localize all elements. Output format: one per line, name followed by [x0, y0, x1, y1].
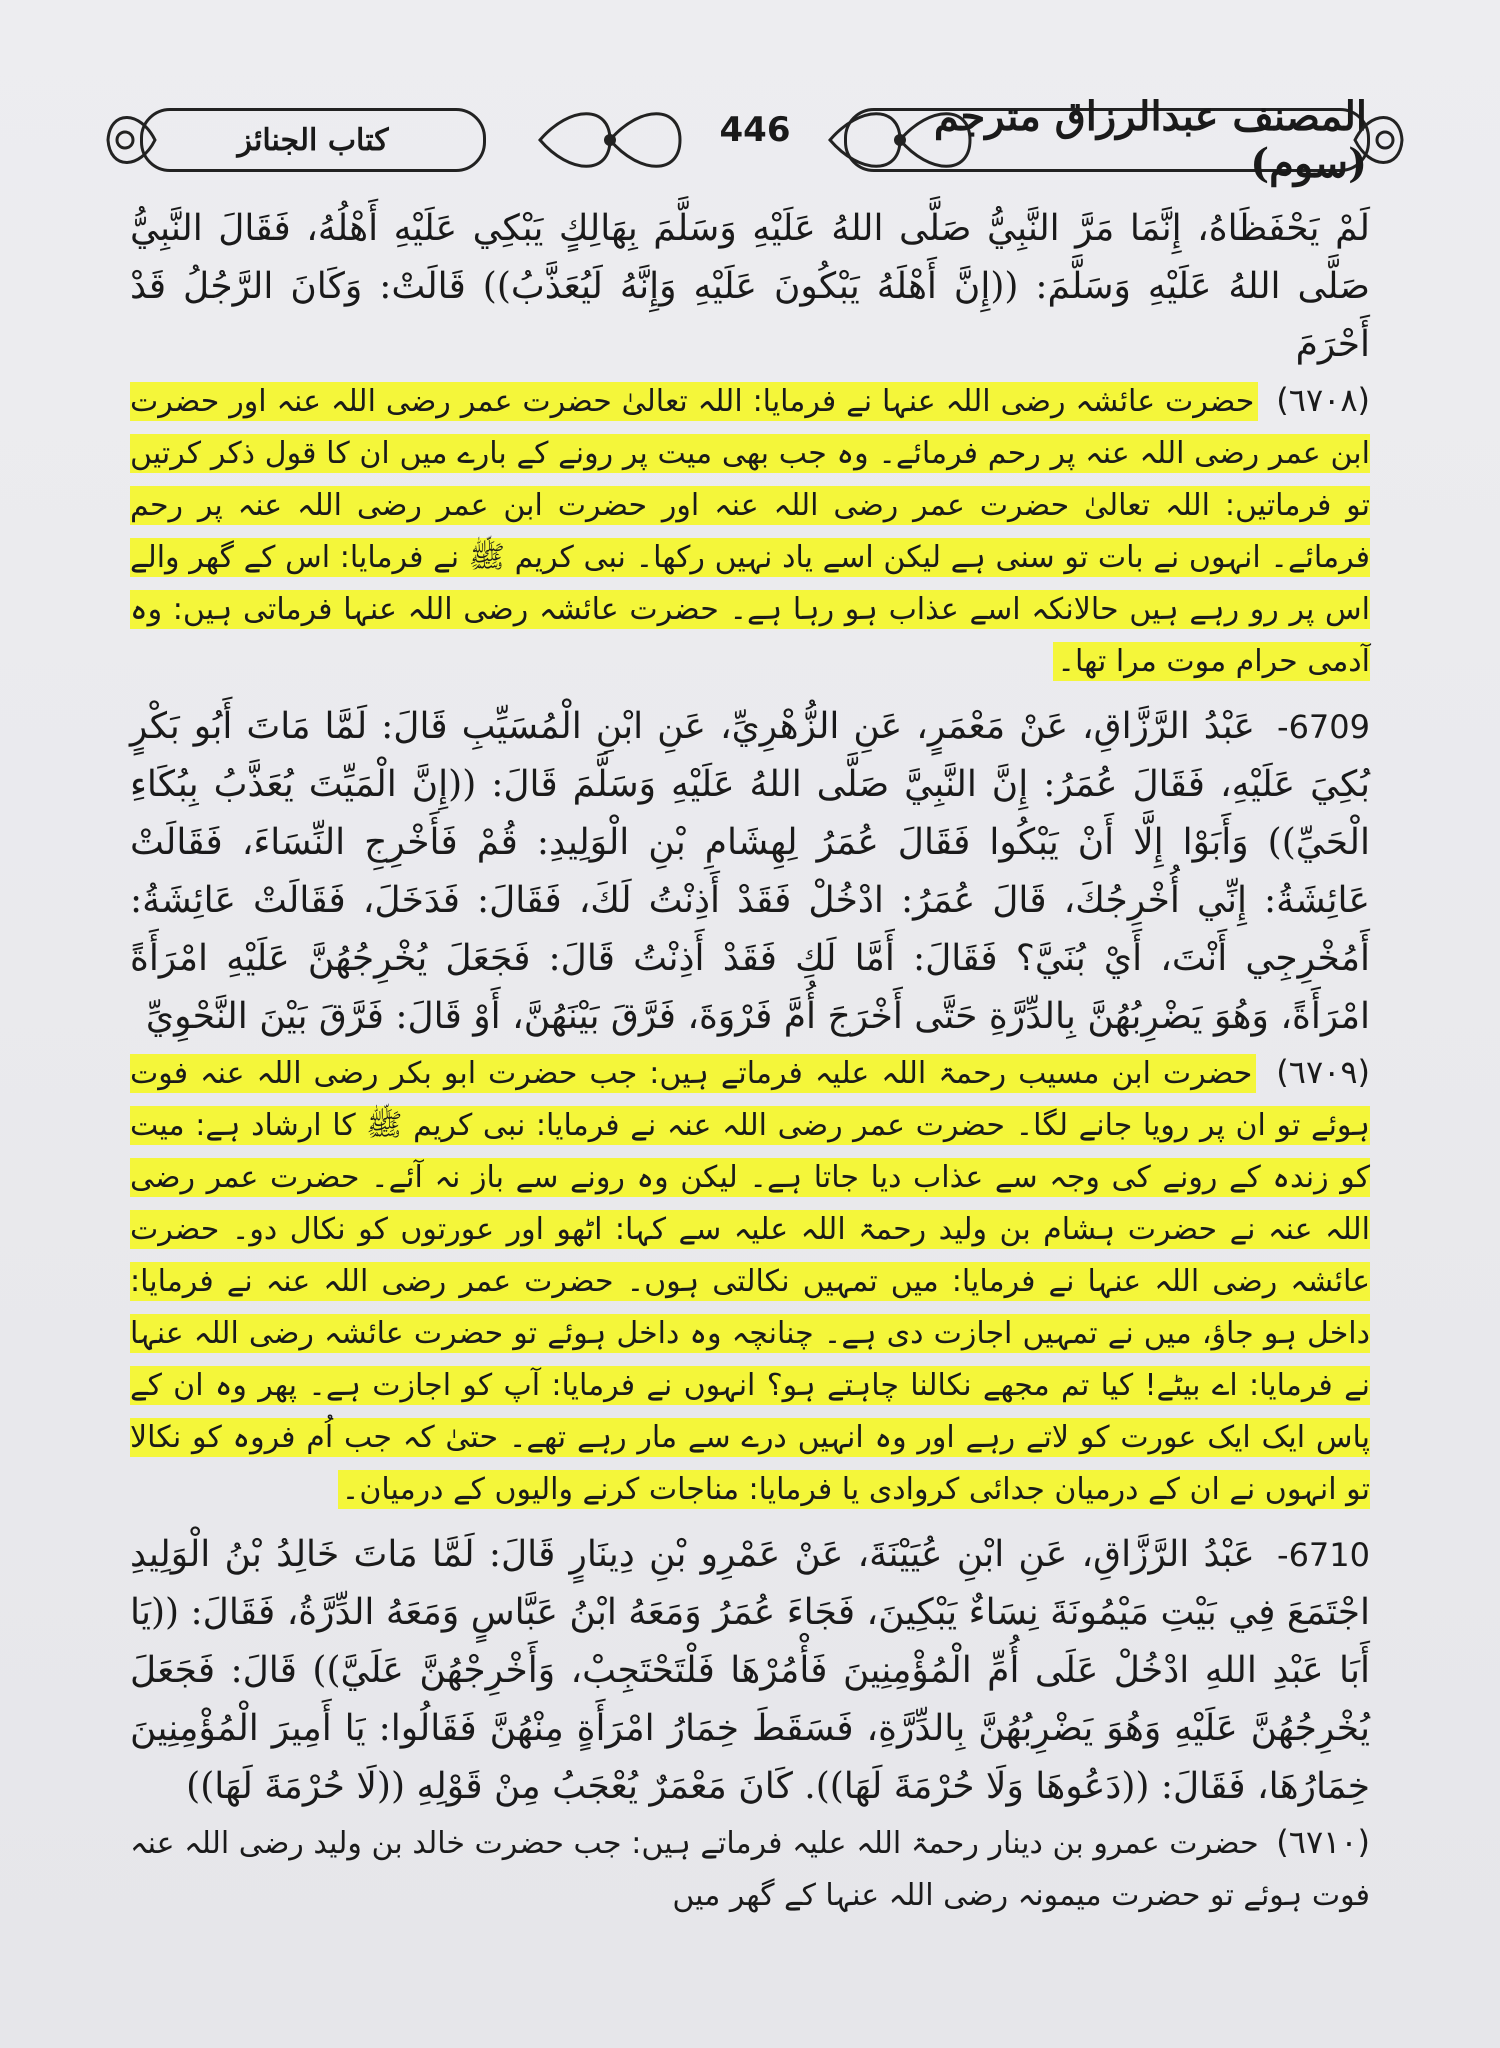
- book-title: المصنف عبدالرزاق مترجم (سوم): [933, 93, 1367, 187]
- chapter-title: كتاب الجنائز: [237, 122, 389, 158]
- hadith-number: 6710-: [1277, 1536, 1370, 1574]
- urdu-translation-6709: [130, 1046, 1370, 1516]
- urdu-translation-6710: (٦٧١٠) حضرت عمرو بن دینار رحمۃ اللہ علیہ فرماتے ہیں: جب حضرت خالد بن ولید رضی اللہ عنہ فوت ہوئے تو حضرت میمونہ رضی اللہ عنہا کے گھر میں: [130, 1823, 1370, 1913]
- book-title-box: [844, 93, 1370, 187]
- page-content: [130, 200, 1370, 1922]
- arabic-hadith-6710: 6710- عَبْدُ الرَّزَّاقِ، عَنِ ابْنِ عُيَيْنَةَ، عَنْ عَمْرِو بْنِ دِينَارٍ قَالَ: لَمَّا مَاتَ خَالِدُ بْنُ الْوَلِيدِ اجْتَمَعَ فِي بَيْتِ مَيْمُونَةَ نِسَاءٌ يَبْكِينَ، فَجَاءَ عُمَرُ وَمَعَهُ ابْنُ عَبَّاسٍ وَمَعَهُ الدِّرَّةُ، فَقَالَ: ((يَا أَبَا عَبْدِ اللهِ ادْخُلْ عَلَى أُمِّ الْمُؤْمِنِينَ فَأْمُرْهَا فَلْتَحْتَجِبْ، وَأَخْرِجْهُنَّ عَلَيَّ)) قَالَ: فَجَعَلَ يُخْرِجُهُنَّ عَلَيْهِ وَهُوَ يَضْرِبُهُنَّ بِالدِّرَّةِ، فَسَقَطَ خِمَارُ امْرَأَةٍ مِنْهُنَّ فَقَالُوا: يَا أَمِيرَ الْمُؤْمِنِينَ خِمَارُهَا، فَقَالَ: ((دَعُوهَا وَلَا حُرْمَةَ لَهَا)). كَانَ مَعْمَرٌ يُعْجَبُ مِنْ قَوْلِهِ ((لَا حُرْمَةَ لَهَا)): [130, 1534, 1370, 1807]
- highlighted-text: حضرت عائشہ رضی اللہ عنہا نے فرمایا: اللہ تعالیٰ حضرت عمر رضی اللہ عنہ اور حضرت ابن عمر رضی اللہ عنہ پر رحم فرمائے۔ وہ جب بھی میت پر رونے کے بارے میں ان کا قول ذکر کرتیں تو فرماتیں: اللہ تعالیٰ حضرت عمر رضی اللہ عنہ اور حضرت ابن عمر رضی اللہ عنہ پر رحم فرمائے۔ انہوں نے بات تو سنی ہے لیکن اسے یاد نہیں رکھا۔ نبی کریم ﷺ نے فرمایا: اس کے گھر والے اس پر رو رہے ہیں حالانکہ اسے عذاب ہو رہا ہے۔ حضرت عائشہ رضی اللہ عنہا فرماتی ہیں: وہ آدمی حرام موت مرا تھا۔: [130, 384, 1370, 679]
- ornament-right-icon: [1350, 100, 1410, 180]
- highlighted-text: حضرت ابن مسیب رحمۃ اللہ علیہ فرماتے ہیں: جب حضرت ابو بکر رضی اللہ عنہ فوت ہوئے تو ان پر رویا جانے لگا۔ حضرت عمر رضی اللہ عنہ نے فرمایا: نبی کریم ﷺ کا ارشاد ہے: میت کو زندہ کے رونے کی وجہ سے عذاب دیا جاتا ہے۔ لیکن وہ رونے سے باز نہ آئے۔ حضرت عمر رضی اللہ عنہ نے حضرت ہشام بن ولید رحمۃ اللہ علیہ سے کہا: اٹھو اور عورتوں کو نکال دو۔ حضرت عائشہ رضی اللہ عنہا نے فرمایا: میں تمہیں نکالتی ہوں۔ حضرت عمر رضی اللہ عنہ نے فرمایا: داخل ہو جاؤ، میں نے تمہیں اجازت دی ہے۔ چنانچہ وہ داخل ہوئے تو حضرت عائشہ رضی اللہ عنہا نے فرمایا: اے بیٹے! کیا تم مجھے نکالنا چاہتے ہو؟ انہوں نے فرمایا: آپ کو اجازت ہے۔ پھر وہ ان کے پاس ایک ایک عورت کو لاتے رہے اور وہ انہیں درے سے مار رہے تھے۔ حتیٰ کہ جب اُم فروہ کو نکالا تو انہوں نے ان کے درمیان جدائی کروادی یا فرمایا: مناجات کرنے والیوں کے درمیان۔: [130, 1056, 1371, 1507]
- urdu-translation-6708: [130, 374, 1370, 688]
- arabic-hadith-6709: 6709- عَبْدُ الرَّزَّاقِ، عَنْ مَعْمَرٍ، عَنِ الزُّهْرِيِّ، عَنِ ابْنِ الْمُسَيِّبِ قَالَ: لَمَّا مَاتَ أَبُو بَكْرٍ بُكِيَ عَلَيْهِ، فَقَالَ عُمَرُ: إِنَّ النَّبِيَّ صَلَّى اللهُ عَلَيْهِ وَسَلَّمَ قَالَ: ((إِنَّ الْمَيِّتَ يُعَذَّبُ بِبُكَاءِ الْحَيِّ)) وَأَبَوْا إِلَّا أَنْ يَبْكُوا فَقَالَ عُمَرُ لِهِشَامِ بْنِ الْوَلِيدِ: قُمْ فَأَخْرِجِ النِّسَاءَ، فَقَالَتْ عَائِشَةُ: إِنِّي أُخْرِجُكَ، قَالَ عُمَرُ: ادْخُلْ فَقَدْ أَذِنْتُ لَكَ، فَقَالَ: فَدَخَلَ، فَقَالَتْ عَائِشَةُ: أَمُخْرِجِي أَنْتَ، أَيْ بُنَيَّ؟ فَقَالَ: أَمَّا لَكِ فَقَدْ أَذِنْتُ قَالَ: فَجَعَلَ يُخْرِجُهُنَّ عَلَيْهِ امْرَأَةً امْرَأَةً، وَهُوَ يَضْرِبُهُنَّ بِالدِّرَّةِ حَتَّى أَخْرَجَ أُمَّ فَرْوَةَ، فَرَّقَ بَيْنَهُنَّ، أَوْ قَالَ: فَرَّقَ بَيْنَ النَّحْوِيِّ: [130, 706, 1370, 1037]
- hadith-number: 6709-: [1277, 708, 1370, 746]
- ornament-center-left-icon: [530, 100, 690, 180]
- page-header: [100, 93, 1410, 187]
- hadith-number: (٦٧٠٨): [1276, 381, 1370, 419]
- page-number: 446: [719, 110, 791, 150]
- chapter-title-box: [140, 108, 486, 172]
- hadith-number: (٦٧٠٩): [1276, 1053, 1370, 1091]
- hadith-number: (٦٧١٠): [1276, 1823, 1370, 1861]
- arabic-continuation: لَمْ يَحْفَظَاهُ، إِنَّمَا مَرَّ النَّبِيُّ صَلَّى اللهُ عَلَيْهِ وَسَلَّمَ بِهَالِكٍ يَبْكِي عَلَيْهِ أَهْلُهُ، فَقَالَ النَّبِيُّ صَلَّى اللهُ عَلَيْهِ وَسَلَّمَ: ((إِنَّ أَهْلَهُ يَبْكُونَ عَلَيْهِ وَإِنَّهُ لَيُعَذَّبُ)) قَالَتْ: وَكَانَ الرَّجُلُ قَدْ أَحْرَمَ: [130, 208, 1370, 365]
